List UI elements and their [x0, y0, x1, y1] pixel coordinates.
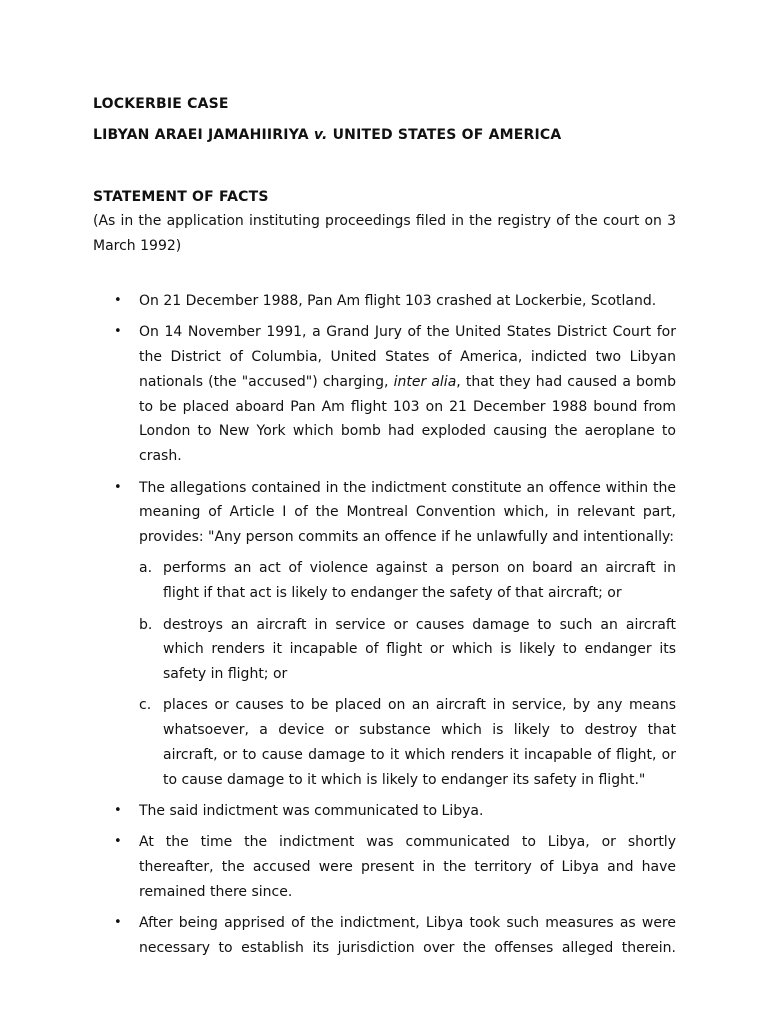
- sublist-marker: a.: [139, 560, 153, 577]
- sublist-marker: b.: [139, 616, 153, 633]
- fact-text: , that they had caused a bomb to be placed aboard Pan Am flight 103 on 21 December 1988 bound from London to New York which bomb had exploded causing the aeroplane to crash.: [139, 373, 676, 465]
- facts-list: [93, 289, 676, 961]
- fact-text: The said indictment was communicated to Libya.: [139, 803, 484, 820]
- sublist-text: destroys an aircraft in service or causes damage to such an aircraft which renders it incapable of flight or which is likely to endanger its safety in flight; or: [163, 616, 676, 683]
- applicant-name: LIBYAN ARAEI JAMAHIIRIYA: [93, 127, 309, 143]
- fact-text: On 21 December 1988, Pan Am flight 103 crashed at Lockerbie, Scotland.: [139, 293, 657, 309]
- fact-item: [93, 799, 676, 824]
- fact-item: [93, 476, 676, 793]
- case-parties: [93, 123, 676, 147]
- convention-sublist: [139, 556, 676, 792]
- fact-item: [93, 830, 676, 904]
- case-name: LOCKERBIE CASE: [93, 96, 229, 112]
- sublist-item: [139, 693, 676, 792]
- sublist-text: performs an act of violence against a person on board an aircraft in flight if that act is likely to endanger the safety of that aircraft; or: [163, 560, 676, 602]
- fact-item: [93, 911, 676, 961]
- respondent-name: UNITED STATES OF AMERICA: [332, 127, 562, 143]
- sublist-text: places or causes to be placed on an aircraft in service, by any means whatsoever, a device or substance which is likely to destroy that aircraft, or to cause damage to it which renders it incapable of flight, or to cause damage to it which is likely to endanger its safety in flight.": [163, 697, 676, 788]
- fact-text: At the time the indictment was communicated to Libya, or shortly thereafter, the accused were present in the territory of Libya and have remained there since.: [139, 834, 676, 901]
- intro-paragraph: (As in the application instituting proceedings filed in the registry of the court on 3 March 1992): [93, 213, 676, 254]
- sublist-item: [139, 613, 676, 687]
- fact-text: The allegations contained in the indictment constitute an offence within the meaning of Article I of the Montreal Convention which, in relevant part, provides: "Any person commits an offence if he unlawfully and intentionally:: [139, 479, 676, 546]
- section-heading: STATEMENT OF FACTS: [93, 189, 269, 205]
- fact-item: [93, 289, 676, 314]
- fact-item: [93, 320, 676, 469]
- fact-text: On 14 November 1991, a Grand Jury of the United States District Court for the District of Columbia, United States of America, indicted two Libyan nationals (the "accused") charging,: [139, 324, 676, 390]
- versus-label: v.: [313, 127, 328, 143]
- fact-italic-text: inter alia: [393, 373, 457, 390]
- sublist-marker: c.: [139, 697, 152, 714]
- sublist-item: [139, 556, 676, 606]
- fact-text: After being apprised of the indictment, Libya took such measures as were necessary to establish its jurisdiction over the offenses alleged therein.: [139, 915, 676, 957]
